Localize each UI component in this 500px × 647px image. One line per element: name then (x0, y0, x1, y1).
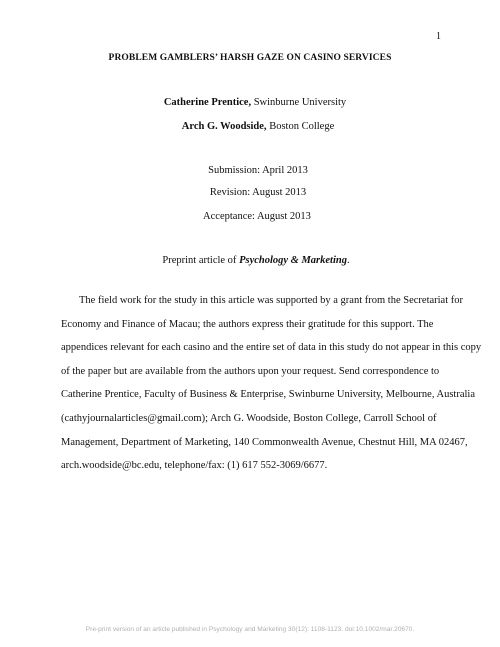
submission-date: Submission: April 2013 (208, 165, 308, 176)
author-affiliation-1: Swinburne University (251, 97, 347, 108)
author-affiliation-2: Boston College (266, 121, 335, 132)
body-line: Economy and Finance of Macau; the authors express their gratitude for this support. The (61, 318, 434, 330)
preprint-footer: Pre-print version of an article published in Psychology and Marketing 30(12): 1108-1123. doi:10.1002/mar.20670. (85, 626, 415, 633)
preprint-prefix: Preprint article of (162, 255, 240, 266)
body-line: Management, Department of Marketing, 140 Commonwealth Avenue, Chestnut Hill, MA 02467, (61, 436, 468, 448)
body-line: Catherine Prentice, Faculty of Business & Enterprise, Swinburne University, Melbourne, Australia (61, 389, 475, 401)
body-line: (cathyjournalarticles@gmail.com); Arch G. Woodside, Boston College, Carroll School of (61, 412, 437, 424)
author-name-1: Catherine Prentice, (163, 97, 252, 108)
author-line-1 (5, 97, 500, 108)
page-number: 1 (436, 31, 441, 42)
body-line: arch.woodside@bc.edu, telephone/fax: (1) 617 552-3069/6677. (61, 460, 328, 472)
revision-date: Revision: August 2013 (209, 187, 307, 198)
body-line: The field work for the study in this article was supported by a grant from the Secretariat for (79, 295, 464, 306)
author-name-2: Arch G. Woodside, (181, 121, 267, 132)
preprint-suffix: . (346, 255, 350, 266)
journal-name: Psychology & Marketing (239, 255, 347, 266)
acceptance-date: Acceptance: August 2013 (203, 211, 311, 222)
acknowledgement-paragraph (61, 289, 482, 478)
author-line-2 (8, 121, 500, 132)
paper-title: PROBLEM GAMBLERS’ HARSH GAZE ON CASINO SERVICES (108, 53, 392, 63)
preprint-note (6, 255, 500, 266)
body-line: appendices relevant for each casino and the entire set of data in this study do not appear in this copy (61, 342, 482, 354)
body-line: of the paper but are available from the authors upon your request. Send correspondence to (61, 365, 440, 377)
